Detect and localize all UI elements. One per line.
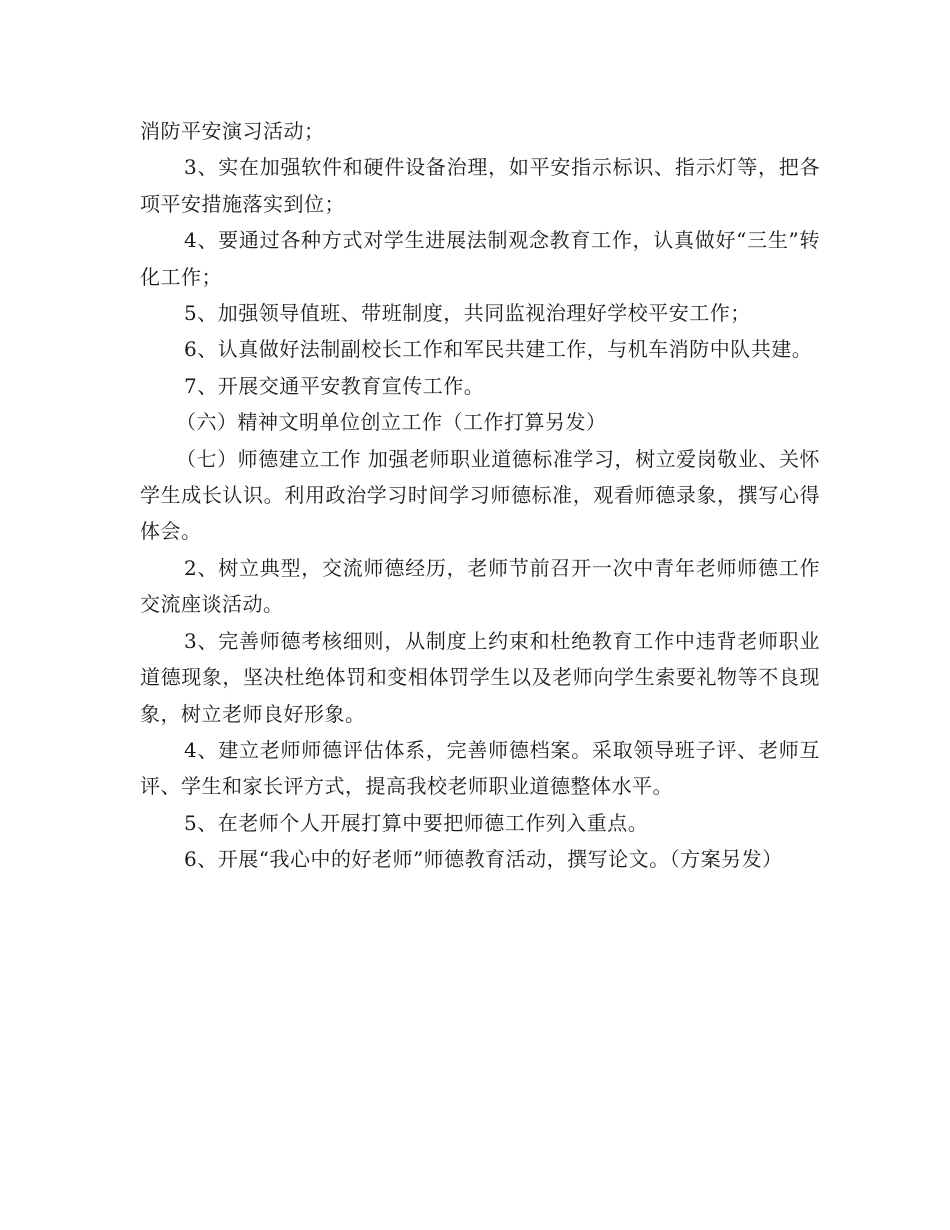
section-heading: （六）精神文明单位创立工作（工作打算另发） — [176, 410, 607, 435]
paragraph: 4、要通过各种方式对学生进展法制观念教育工作，认真做好“三生”转化工作； — [140, 228, 820, 289]
paragraph: 3、完善师德考核细则，从制度上约束和杜绝教育工作中违背老师职业道德现象，坚决杜绝体罚和变相体罚学生以及老师向学生索要礼物等不良现象，树立老师良好形象。 — [140, 628, 820, 726]
paragraph: 6、开展“我心中的好老师”师德教育活动，撰写论文。（方案另发） — [184, 847, 783, 872]
document-body — [140, 113, 820, 878]
paragraph: 3、实在加强软件和硬件设备治理，如平安指示标识、指示灯等，把各项平安措施落实到位； — [140, 155, 820, 216]
paragraph: 5、加强领导值班、带班制度，共同监视治理好学校平安工作； — [184, 301, 751, 326]
paragraph: （七）师德建立工作 加强老师职业道德标准学习，树立爱岗敬业、关怀学生成长认识。利用政治学习时间学习师德标准，观看师德录象，撰写心得体会。 — [140, 446, 820, 544]
paragraph: 5、在老师个人开展打算中要把师德工作列入重点。 — [184, 810, 649, 835]
paragraph: 7、开展交通平安教育宣传工作。 — [184, 373, 485, 398]
paragraph: 4、建立老师师德评估体系，完善师德档案。采取领导班子评、老师互评、学生和家长评方式，提高我校老师职业道德整体水平。 — [140, 737, 820, 799]
paragraph: 6、认真做好法制副校长工作和军民共建工作，与机车消防中队共建。 — [184, 337, 813, 362]
paragraph: 2、树立典型，交流师德经历，老师节前召开一次中青年老师师德工作交流座谈活动。 — [140, 555, 820, 617]
paragraph: 消防平安演习活动； — [140, 119, 325, 143]
